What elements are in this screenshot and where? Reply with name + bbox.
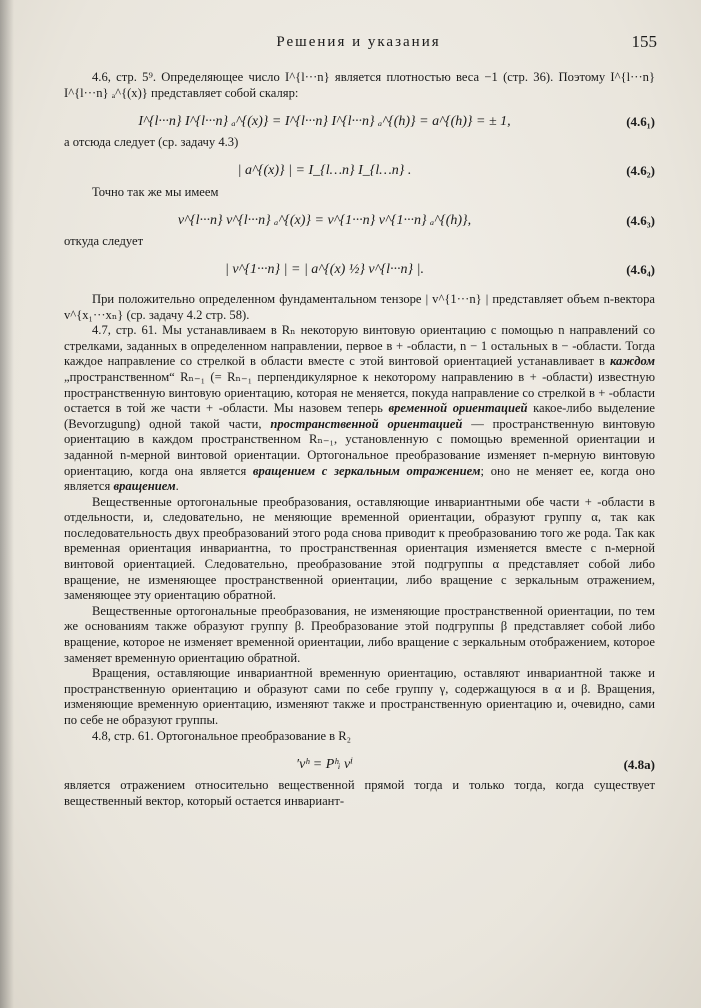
text-run: „пространственном“ Rₙ₋₁ (= Rₙ₋₁ перпендикулярное к некоторому направлению в + -области) известную пространственную винтовую ориентацию, которая не меняется, покуда направление со стрелкой в + -области остается в той же части + -области. Мы назовем теперь: [64, 369, 655, 416]
paragraph-text: При положительно определенном фундаментальном тензоре | v^{1···n} | представляет объем n-вектора v^{x₁···xₙ} (ср. задачу 4.2 стр. 58).: [64, 291, 655, 322]
emphasis: вращением с зеркальным отражением: [252, 463, 481, 478]
paragraph-text: Вращения, оставляющие инвариантной временную ориентацию, оставляют инвариантной также и пространственную ориентацию и образуют сами по себе группу γ, содержащуюся в α и β. Вращения, изменяющие временную ориентацию, изменяют также и пространственную ориентацию и, очевидно, сами по себе не образуют группы.: [64, 666, 655, 727]
equation-number: (4.6₄): [626, 262, 655, 278]
paragraph-text: Вещественные ортогональные преобразования, не изменяющие пространственной ориентации, по тем же основаниям также образуют группу β. Преобразование этой подгруппы β представляет собой либо вращение, которое не изменяет временной ориентации, либо вращение с зеркальным отображением, которое заменяет временную ориентацию обратной.: [64, 603, 655, 665]
equation-body: | a^{(x)} | = I_{l…n} I_{l…n} .: [237, 163, 412, 179]
equation-4-6-2: [64, 151, 655, 185]
emphasis: каждом: [609, 354, 655, 369]
emphasis: пространственной ориентацией: [270, 416, 463, 431]
paragraph-text: а отсюда следует (ср. задачу 4.3): [64, 135, 239, 150]
text-run: какое-либо выделение (Bevorzugung) одной такой части,: [64, 401, 655, 431]
text-run: .: [175, 479, 179, 494]
equation-body: | v^{1···n} | = | a^{(x) ½} v^{l···n} |.: [224, 262, 424, 278]
equation-body: v^{l···n} v^{l···n} ₐ^{(x)} = v^{1···n} v^{1···n} ₐ^{(h)},: [177, 212, 472, 228]
equation-4-8a: [64, 744, 655, 778]
paragraph-text: откуда следует: [64, 234, 144, 249]
paragraph-text: является отражением относительно вещественной прямой тогда и только тогда, когда существует вещественный вектор, который остается инвариант-: [64, 778, 655, 808]
running-head: Решения и указания: [276, 34, 441, 50]
paragraph-4-7: [64, 323, 655, 495]
page-header: [60, 34, 657, 58]
equation-4-6-1: [64, 101, 655, 135]
equation-number: (4.6₃): [626, 212, 655, 228]
emphasis: вращением: [113, 479, 176, 494]
equation-number: (4.8a): [623, 756, 655, 772]
equation-4-6-4: [64, 250, 655, 284]
paragraph-text: Точно так же мы имеем: [92, 184, 219, 199]
equation-body: I^{l···n} I^{l···n} ₐ^{(x)} = I^{l···n} I^{l···n} ₐ^{(h)} = a^{(h)} = ± 1,: [138, 113, 511, 129]
emphasis: временной ориентацией: [388, 401, 528, 416]
binding-shadow: [0, 0, 14, 1008]
equation-number: (4.6₂): [626, 163, 655, 179]
text-run: — пространственную винтовую ориентацию в каждом пространственном Rₙ₋₁, установленную с помощью временной ориентации и заданной n-мерной винтовой ориентации. Ортогональное преобразование изменяет n-мерную винтовую ориентацию, когда она является: [64, 416, 656, 478]
paragraph-4-6: 4.6, стр. 5⁹. Определяющее число I^{l···n} является плотностью веса −1 (стр. 36). Поэтому I^{l···n} I^{l···n} ₐ^{(x)} представляет собой скаляр:: [64, 70, 655, 100]
equation-number: (4.6₁): [626, 113, 655, 129]
equation-4-6-3: [64, 200, 655, 234]
text-run: ; оно не меняет ее, когда оно является: [64, 463, 655, 494]
text-run: 4.7, стр. 61. Мы устанавливаем в Rₙ некоторую винтовую ориентацию с помощью n направлений со стрелками, заданных в определенном направлении, первое в + -области, n − 1 остальных в − -области. Тогда каждое направление со стрелкой в области вместе с этой винтовой ориентацией устанавливает в: [64, 323, 655, 369]
page-number: 155: [631, 32, 657, 51]
page-body: [64, 70, 655, 809]
paragraph-text: Вещественные ортогональные преобразования, оставляющие инвариантными обе части + -области в отдельности, и, следовательно, не меняющие временной ориентации, образуют группу α, так как последовательность двух преобразований этого рода снова приводит к преобразованию того же рода. Так как временная ориентация инвариантна, то пространственная ориентация изменяется вместе с n-мерной винтовой ориентацией. Следовательно, преобразование этой подгруппы α представляет собой либо вращение, не изменяющее пространственной ориентации, либо вращение с зеркальным отражением, заменяющее эту ориентацию обратной.: [64, 494, 655, 603]
paragraph-4-8: 4.8, стр. 61. Ортогональное преобразование в R₂: [92, 728, 352, 743]
equation-body: ′vʰ = Pʰᵢ vⁱ: [296, 756, 353, 772]
